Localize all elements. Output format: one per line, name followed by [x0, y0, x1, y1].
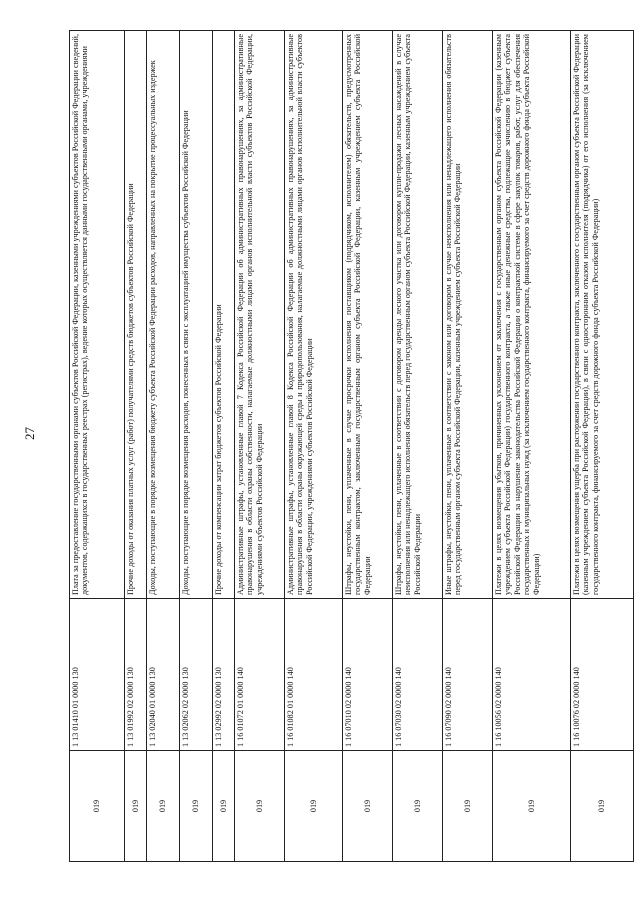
income-codes-table [69, 30, 634, 862]
table-row [493, 31, 571, 862]
budget-code-cell: 1 13 01992 02 0000 130 [125, 599, 147, 751]
budget-code-cell: 1 13 02062 02 0000 130 [180, 599, 213, 751]
table-row [213, 31, 235, 862]
table-row [147, 31, 180, 862]
budget-code-cell: 1 13 02040 01 0000 130 [147, 599, 180, 751]
income-name-cell: Иные штрафы, неустойки, пени, уплаченные в соответствии с законом или договором в случае неисполнения или ненадлежащего исполнения обязательств перед государственным органом субъекта Российской Федерации, казенным учреждением субъекта Российской Федерации [443, 31, 493, 599]
rotated-table-container [69, 30, 607, 862]
budget-code-cell: 1 16 01082 01 0000 140 [285, 599, 343, 751]
admin-code-cell: 019 [493, 751, 571, 862]
table-row [125, 31, 147, 862]
table-row [235, 31, 285, 862]
budget-code-cell: 1 13 02992 02 0000 130 [213, 599, 235, 751]
income-name-cell: Административные штрафы, установленные главой 8 Кодекса Российской Федерации об административных правонарушениях, за административные правонарушения в области охраны окружающей среды и природопользования, налагаемые должностными лицами органов исполнительной власти субъектов Российской Федерации, учреждениями субъектов Российской Федерации [285, 31, 343, 599]
budget-code-cell: 1 16 10056 02 0000 140 [493, 599, 571, 751]
budget-code-cell: 1 16 01072 01 0000 140 [235, 599, 285, 751]
admin-code-cell: 019 [443, 751, 493, 862]
budget-code-cell: 1 13 01410 01 0000 130 [70, 599, 125, 751]
admin-code-cell: 019 [70, 751, 125, 862]
admin-code-cell: 019 [235, 751, 285, 862]
income-name-cell: Штрафы, неустойки, пени, уплаченные в случае просрочки исполнения поставщиком (подрядчиком, исполнителем) обязательств, предусмотренных государственным контрактом, заключенным государственным органом субъекта Российской Федерации, казенным учреждением субъекта Российской Федерации [343, 31, 393, 599]
admin-code-cell: 019 [343, 751, 393, 862]
admin-code-cell: 019 [571, 751, 634, 862]
page-number: 27 [22, 427, 37, 440]
income-name-cell: Платежи в целях возмещения ущерба при расторжении государственного контракта, заключенного с государственным органом субъекта Российской Федерации (казенным учреждением субъекта Российской Федерации), в связи с односторонним отказом исполнителя (подрядчика) от его исполнения (за исключением государственного контракта, финансируемого за счет средств дорожного фонда субъекта Российской Федерации) [571, 31, 634, 599]
budget-code-cell: 1 16 07090 02 0000 140 [443, 599, 493, 751]
income-name-cell: Прочие доходы от компенсации затрат бюджетов субъектов Российской Федерации [213, 31, 235, 599]
income-name-cell: Платежи в целях возмещения убытков, причиненных уклонением от заключения с государственным органом субъекта Российской Федерации (казенным учреждением субъекта Российской Федерации) государственного контракта, а также иные денежные средства, подлежащие зачислению в бюджет субъекта Российской Федерации за нарушение законодательства Российской Федерации о контрактной системе в сфере закупок товаров, работ, услуг для обеспечения государственных и муниципальных нужд (за исключением государственного контракта, финансируемого за счет средств дорожного фонда субъекта Российской Федерации) [493, 31, 571, 599]
income-name-cell: Административные штрафы, установленные главой 7 Кодекса Российской Федерации об административных правонарушениях, за административные правонарушения в области охраны собственности, налагаемые должностными лицами органов исполнительной власти субъектов Российской Федерации, учреждениями субъектов Российской Федерации [235, 31, 285, 599]
admin-code-cell: 019 [285, 751, 343, 862]
budget-code-cell: 1 16 10076 02 0000 140 [571, 599, 634, 751]
admin-code-cell: 019 [180, 751, 213, 862]
table-row [70, 31, 125, 862]
income-name-cell: Плата за предоставление государственными органами субъектов Российской Федерации, казенными учреждениями субъектов Российской Федерации сведений, документов, содержащихся в государственных реестрах (регистрах), ведение которых осуществляется данными государственными органами, учреждениями [70, 31, 125, 599]
table-row [443, 31, 493, 862]
table-row [343, 31, 393, 862]
budget-code-cell: 1 16 07010 02 0000 140 [343, 599, 393, 751]
income-name-cell: Доходы, поступающие в порядке возмещения расходов, понесенных в связи с эксплуатацией имущества субъектов Российской Федерации [180, 31, 213, 599]
table-row [571, 31, 634, 862]
table-row [285, 31, 343, 862]
admin-code-cell: 019 [125, 751, 147, 862]
income-name-cell: Штрафы, неустойки, пени, уплаченные в соответствии с договором аренды лесного участка или договором купли-продажи лесных насаждений в случае неисполнения или ненадлежащего исполнения обязательств перед государственным органом субъекта Российской Федерации, казенным учреждением субъекта Российской Федерации [393, 31, 443, 599]
admin-code-cell: 019 [393, 751, 443, 862]
admin-code-cell: 019 [147, 751, 180, 862]
income-name-cell: Доходы, поступающие в порядке возмещения бюджету субъекта Российской Федерации расходов, направленных на покрытие процессуальных издержек [147, 31, 180, 599]
admin-code-cell: 019 [213, 751, 235, 862]
table-body [70, 31, 634, 862]
table-row [393, 31, 443, 862]
table-row [180, 31, 213, 862]
income-name-cell: Прочие доходы от оказания платных услуг (работ) получателями средств бюджетов субъектов Российской Федерации [125, 31, 147, 599]
budget-code-cell: 1 16 07030 02 0000 140 [393, 599, 443, 751]
